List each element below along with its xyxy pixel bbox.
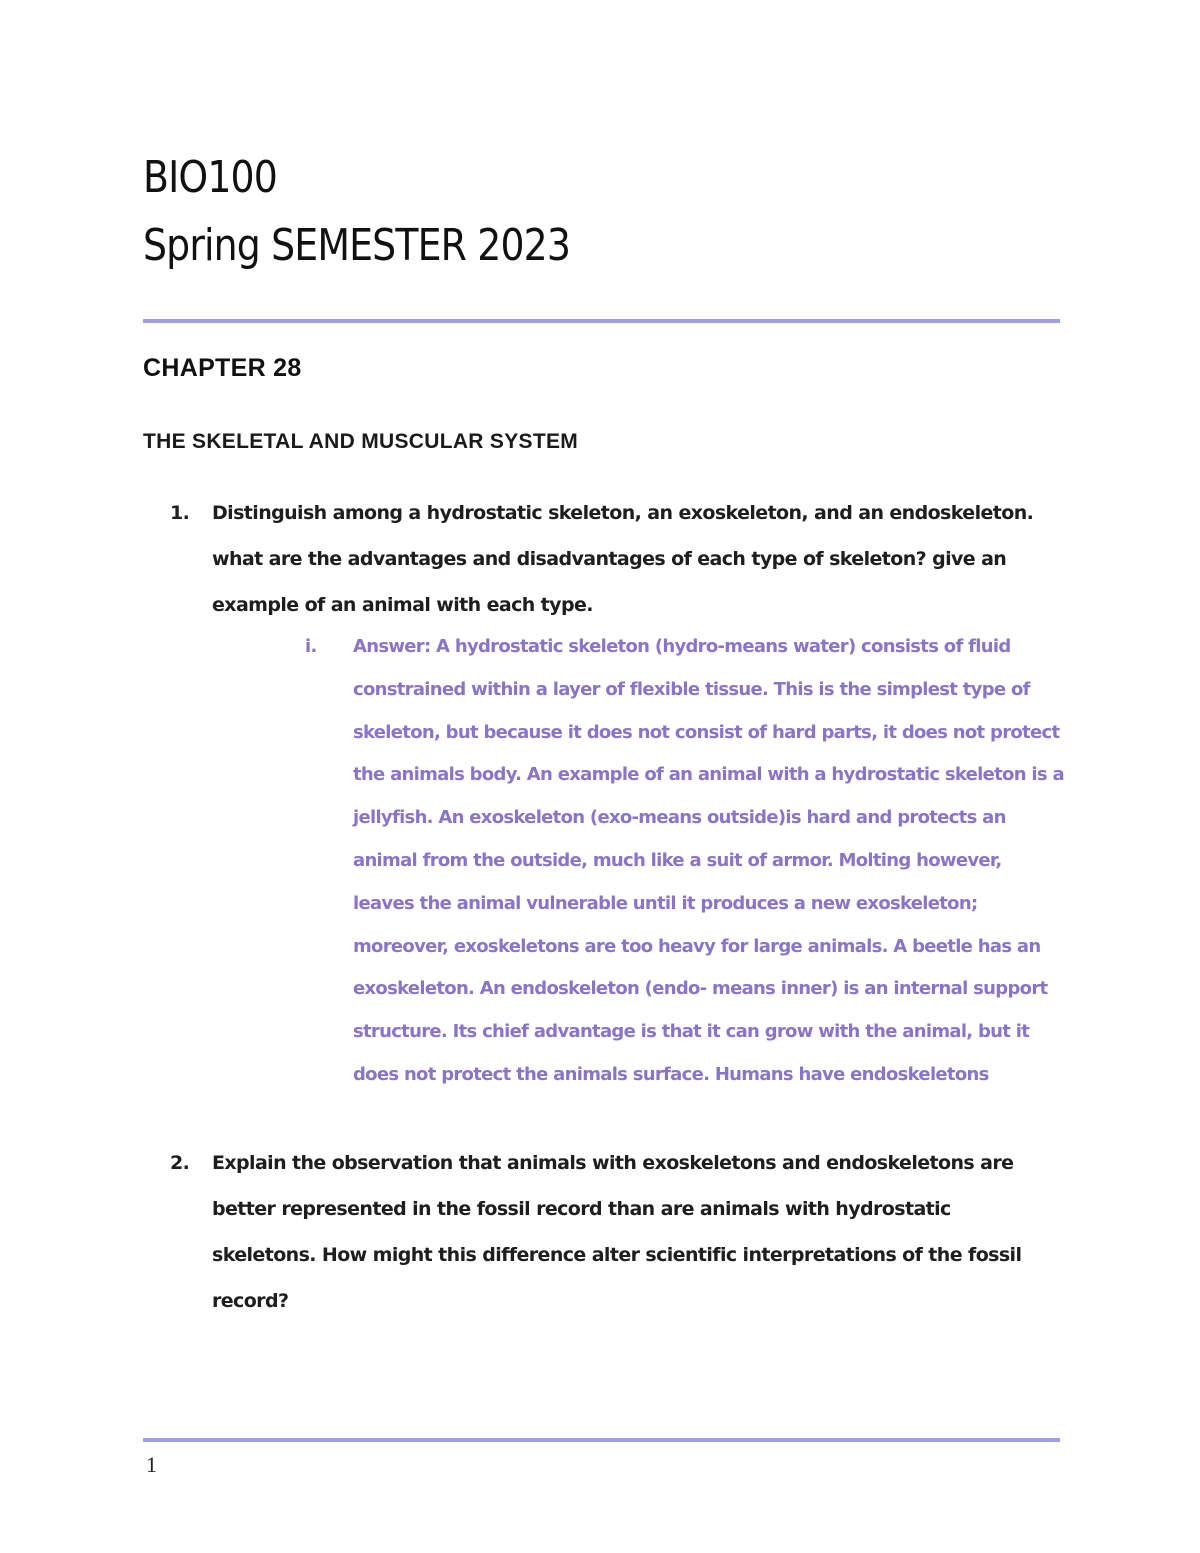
question-text: Distinguish among a hydrostatic skeleton, an exoskeleton, and an endoskeleton. what are the advantages and disadvantages of each type of skeleton? give an example of an animal with each type. xyxy=(212,502,1034,616)
answer-text: Answer: A hydrostatic skeleton (hydro-means water) consists of fluid constrained within a layer of flexible tissue. This is the simplest type of skeleton, but because it does not consist of hard parts, it does not protect the animals body. An example of an animal with a hydrostatic skeleton is a jellyfish. An exoskeleton (exo-means outside)is hard and protects an animal from the outside, much like a suit of armor. Molting however, leaves the animal vulnerable until it produces a new exoskeleton; moreover, exoskeletons are too heavy for large animals. A beetle has an exoskeleton. An endoskeleton (endo- means inner) is an internal support structure. Its chief advantage is that it can grow with the animal, but it does not protect the animals surface. Humans have endoskeletons xyxy=(353,636,1064,1085)
section-title: THE SKELETAL AND MUSCULAR SYSTEM xyxy=(143,430,579,453)
chapter-heading: CHAPTER 28 xyxy=(143,354,302,382)
page-number: 1 xyxy=(146,1452,157,1477)
answer-1 xyxy=(305,626,1065,1097)
question-2 xyxy=(170,1140,1060,1324)
course-title: BIO100 xyxy=(143,152,277,203)
footer-divider xyxy=(143,1438,1060,1442)
question-1 xyxy=(170,490,1060,628)
answer-number: i. xyxy=(305,636,317,657)
question-number: 1. xyxy=(170,502,190,524)
header-divider xyxy=(143,319,1060,323)
semester-subtitle: Spring SEMESTER 2023 xyxy=(143,220,571,271)
question-number: 2. xyxy=(170,1152,190,1174)
question-text: Explain the observation that animals with exoskeletons and endoskeletons are better represented in the fossil record than are animals with hydrostatic skeletons. How might this difference alter scientific interpretations of the fossil record? xyxy=(212,1152,1022,1312)
